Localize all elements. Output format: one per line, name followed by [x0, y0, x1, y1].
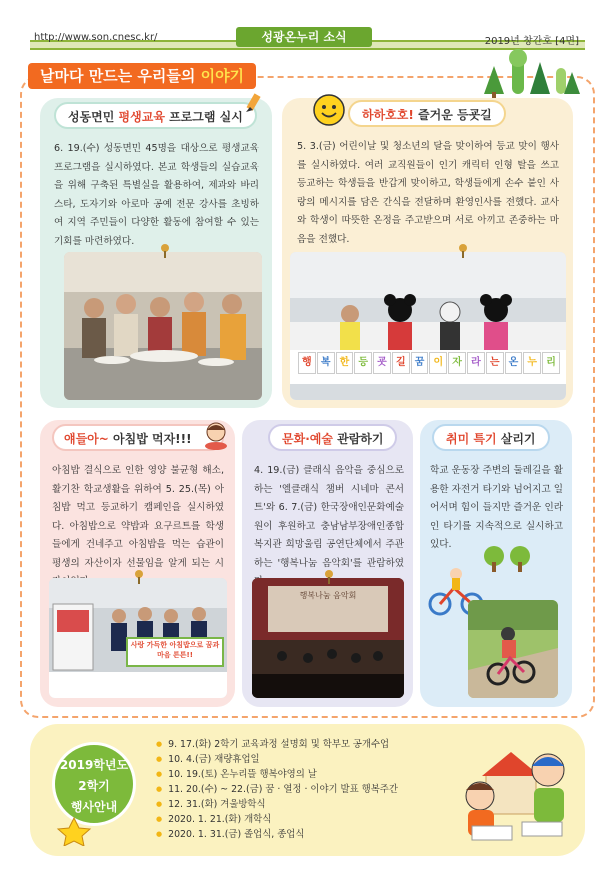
pushpin-icon	[160, 244, 170, 258]
greeting-banner-strip	[298, 352, 560, 374]
banner-char: 복	[317, 352, 335, 374]
title-part: 살리기	[496, 432, 536, 446]
school-url[interactable]: http://www.son.cnesc.kr/	[34, 32, 158, 43]
card-title-lifelong	[54, 102, 257, 129]
photo-breakfast	[49, 578, 227, 698]
pencil-icon	[242, 93, 264, 115]
title-highlight: 하하호호!	[362, 108, 414, 122]
bicycle-riding-illustration	[468, 600, 558, 698]
title-highlight: 취미 특기	[446, 432, 497, 446]
card-title-culture	[268, 424, 397, 451]
badge-title: 행사안내	[70, 800, 118, 814]
banner-char: 온	[505, 352, 523, 374]
newsletter-section-title: 성광온누리 소식	[236, 27, 372, 47]
badge-year: 2019학년도	[59, 758, 129, 772]
cooking-class-illustration	[64, 252, 262, 400]
banner-char: 이	[429, 352, 447, 374]
photo-greeting	[290, 252, 566, 400]
section-banner	[28, 63, 256, 89]
banner-char: 누	[523, 352, 541, 374]
banner-char: 꿈	[411, 352, 429, 374]
breakfast-campaign-illustration	[49, 578, 227, 698]
card-body-greeting: 5. 3.(금) 어린이날 및 청소년의 달을 맞이하여 등교 맞이 행사를 실시하였다. 여러 교직원들이 인기 캐릭터 인형 탈을 쓰고 등교하는 학생들을 반갑게 맞이하고, 학생들에게 손수 붙인 사랑의 메시지를 담은 간식을 전달하며 환영인사를 전했다. 교사와 학생이 따뜻한 온정을 주고받으며 서로 아끼고 존중하는 마음을 전했다.	[297, 141, 559, 245]
schedule-badge	[52, 742, 136, 826]
schedule-item: ● 10. 19.(토) 온누리뜰 행복야영의 날	[156, 767, 398, 782]
schedule-item: ● 10. 4.(금) 재량휴업일	[156, 752, 398, 767]
title-highlight: 예술	[309, 432, 333, 446]
title-highlight: 문화	[282, 432, 306, 446]
banner-char: 한	[336, 352, 354, 374]
star-character-icon	[54, 816, 94, 846]
trees-illustration	[472, 48, 582, 98]
schedule-item: ● 9. 17.(화) 2학기 교육과정 설명회 및 학부모 공개수업	[156, 737, 398, 752]
title-part: 관람하기	[332, 432, 384, 446]
smiley-face-icon	[312, 93, 346, 127]
title-dot: ·	[305, 432, 310, 446]
card-body-breakfast: 아침밥 결식으로 인한 영양 불균형 해소, 활기찬 학교생활을 위하여 5. 25.(목) 아침밥 먹고 등교하기 캠페인을 실시하였다. 아침밥으로 약밥과 요구르트를 학생들에게 건네주고 아침밥을 먹는 습관이 평생의 자산이자 선물임을 알게 되는 시	[52, 465, 224, 569]
card-body-culture: 4. 19.(금) 클래식 음악을 중심으로 하는 '엘클래식 챔버 시네마 콘서트'와 6. 7.(금) 한국장애인문화예술원이 후원하고 충남남부장애인종합복지관 희망울림 공연단체에서 주관하는 '행복나눔 음악회'를 관람하였	[254, 465, 404, 569]
banner-char: 길	[392, 352, 410, 374]
schedule-item: ● 2020. 1. 21.(화) 개학식	[156, 812, 398, 827]
banner-char: 행	[298, 352, 316, 374]
schedule-item: ● 2020. 1. 31.(금) 졸업식, 종업식	[156, 827, 398, 842]
schedule-item: ● 11. 20.(수) ~ 22.(금) 꿈 · 열정 · 이야기 발표 행복주간	[156, 782, 398, 797]
trees-icon	[480, 544, 540, 574]
card-body-lifelong: 6. 19.(수) 성동면민 45명을 대상으로 평생교육 프로그램을 실시하였다. 본교 학생들의 실습교육을 위해 구축된 특별실을 활용하여, 제과와 바리스타, 도자기와 아로마 공예 전문 강사를 초빙하여 지역 주민들이 다양한 활동에 참여할 수 있는 기회를 마련하였다.	[54, 143, 259, 247]
banner-char: 라	[467, 352, 485, 374]
child-eating-icon	[200, 420, 232, 452]
banner-title: 날마다 만드는 우리들의	[40, 67, 201, 85]
title-highlight: 얘들아~	[64, 432, 109, 446]
pushpin-icon	[458, 244, 468, 258]
kids-reading-illustration	[452, 730, 582, 850]
greeting-event-illustration	[290, 252, 566, 400]
breakfast-sign-text: 사랑 가득한 아침밥으로 꿈과 마음 튼튼!!	[130, 641, 220, 659]
card-body-hobby: 학교 운동장 주변의 둘레길을 활용한 자전거 타기와 넘어지고 일어서며 힘이 들지만 즐거운 인라인 타기를 지속적으로 실시하고 있다.	[430, 465, 563, 550]
schedule-item: ● 12. 31.(화) 겨울방학식	[156, 797, 398, 812]
banner-title-highlight: 이야기	[200, 67, 245, 85]
banner-char: 굣	[373, 352, 391, 374]
banner-char: 자	[448, 352, 466, 374]
issue-label: 2019년 창간호 [4면]	[484, 36, 579, 47]
pushpin-icon	[134, 570, 144, 584]
photo-lifelong	[64, 252, 262, 400]
schedule-list	[156, 737, 398, 842]
card-title-breakfast	[52, 424, 224, 451]
title-part: 프로그램 실시	[164, 110, 243, 124]
card-title-hobby	[432, 424, 550, 451]
badge-semester: 2학기	[78, 779, 110, 793]
title-part: 아침밥 먹자!!!	[108, 432, 192, 446]
banner-char: 등	[354, 352, 372, 374]
pushpin-icon	[324, 570, 334, 584]
title-highlight: 평생교육	[118, 110, 165, 124]
banner-char: 리	[542, 352, 560, 374]
title-part: 즐거운 등굣길	[413, 108, 492, 122]
title-part: 성동면민	[68, 110, 119, 124]
photo-hobby	[468, 600, 558, 698]
concert-sign-text: 행복나눔 음악회	[299, 591, 357, 600]
banner-char: 는	[486, 352, 504, 374]
card-title-greeting	[348, 100, 506, 127]
